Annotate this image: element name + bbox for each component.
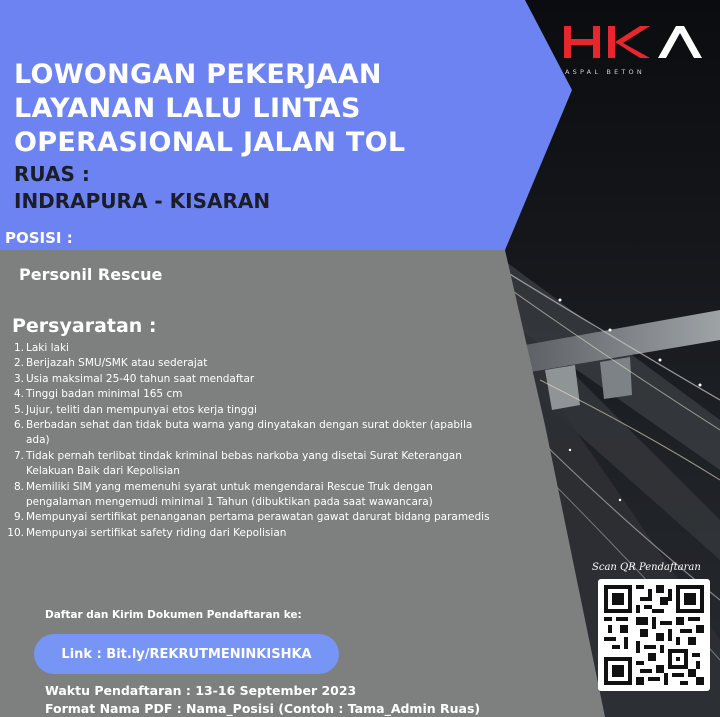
requirement-text: Laki laki bbox=[26, 342, 69, 354]
page-title bbox=[14, 58, 514, 160]
requirement-number: 8. bbox=[13, 480, 24, 493]
ruas-label: RUAS : bbox=[14, 162, 90, 186]
requirement-item bbox=[0, 372, 585, 387]
registration-period: Waktu Pendaftaran : 13-16 September 2023 bbox=[45, 683, 357, 698]
requirement-item bbox=[0, 356, 585, 371]
requirement-item bbox=[0, 341, 585, 356]
title-line: LAYANAN LALU LINTAS bbox=[14, 93, 361, 124]
requirement-item bbox=[0, 526, 585, 541]
requirement-text: Usia maksimal 25-40 tahun saat mendaftar bbox=[26, 372, 255, 385]
requirement-number: 3. bbox=[13, 372, 24, 385]
requirement-number: 7. bbox=[13, 449, 24, 462]
requirement-number: 1. bbox=[13, 342, 24, 354]
requirement-text: pengalaman mengemudi minimal 1 Tahun (dibuktikan pada saat wawancara) bbox=[26, 496, 433, 509]
requirement-item bbox=[0, 403, 585, 418]
posisi-label: POSISI : bbox=[5, 229, 73, 247]
requirement-item bbox=[0, 387, 585, 402]
requirement-number: 10. bbox=[7, 526, 24, 539]
requirement-item bbox=[0, 449, 585, 480]
requirement-item bbox=[0, 480, 585, 511]
position-name: Personil Rescue bbox=[19, 265, 163, 284]
requirement-item bbox=[0, 510, 585, 525]
requirement-number: 4. bbox=[13, 388, 24, 401]
title-line: OPERASIONAL JALAN TOL bbox=[14, 127, 406, 158]
requirements-list bbox=[0, 341, 585, 541]
requirement-text: Mempunyai sertifikat penanganan pertama perawatan gawat darurat bidang paramedis bbox=[26, 511, 490, 524]
qr-code-icon bbox=[604, 585, 704, 685]
requirement-text: Berijazah SMU/SMK atau sederajat bbox=[26, 357, 208, 370]
hka-logo bbox=[558, 20, 708, 65]
requirement-text: Memiliki SIM yang memenuhi syarat untuk mengendarai Rescue Truk dengan bbox=[26, 480, 433, 493]
requirement-text: ada) bbox=[26, 434, 50, 447]
scan-qr-label: Scan QR Pendaftaran bbox=[592, 562, 701, 573]
requirement-text: Tidak pernah terlibat tindak kriminal bebas narkoba yang disetai Surat Keterangan bbox=[26, 449, 462, 462]
pdf-name-format: Format Nama PDF : Nama_Posisi (Contoh : Tama_Admin Ruas) bbox=[45, 701, 481, 716]
requirement-number: 5. bbox=[13, 403, 24, 416]
title-line: LOWONGAN PEKERJAAN bbox=[14, 59, 382, 90]
requirement-text: Mempunyai sertifikat safety riding dari Kepolisian bbox=[26, 526, 287, 539]
requirement-text: Berbadan sehat dan tidak buta warna yang dinyatakan dengan surat dokter (apabila bbox=[26, 419, 473, 432]
qr-code[interactable] bbox=[598, 579, 710, 691]
requirements-title: Persyaratan : bbox=[12, 315, 157, 337]
requirement-text: Jujur, teliti dan mempunyai etos kerja tinggi bbox=[26, 403, 257, 416]
requirement-text: Tinggi badan minimal 165 cm bbox=[26, 388, 183, 401]
requirement-text: Kelakuan Baik dari Kepolisian bbox=[26, 465, 180, 478]
registration-link-button[interactable]: Link : Bit.ly/REKRUTMENINKISHKA bbox=[34, 634, 339, 674]
apply-instructions: Daftar dan Kirim Dokumen Pendaftaran ke: bbox=[45, 609, 302, 621]
requirement-number: 6. bbox=[13, 419, 24, 432]
requirement-number: 9. bbox=[13, 511, 24, 524]
requirement-item bbox=[0, 418, 585, 449]
requirement-number: 2. bbox=[13, 357, 24, 370]
logo-tagline: ASPAL BETON bbox=[565, 68, 645, 76]
ruas-value: INDRAPURA - KISARAN bbox=[14, 189, 271, 213]
